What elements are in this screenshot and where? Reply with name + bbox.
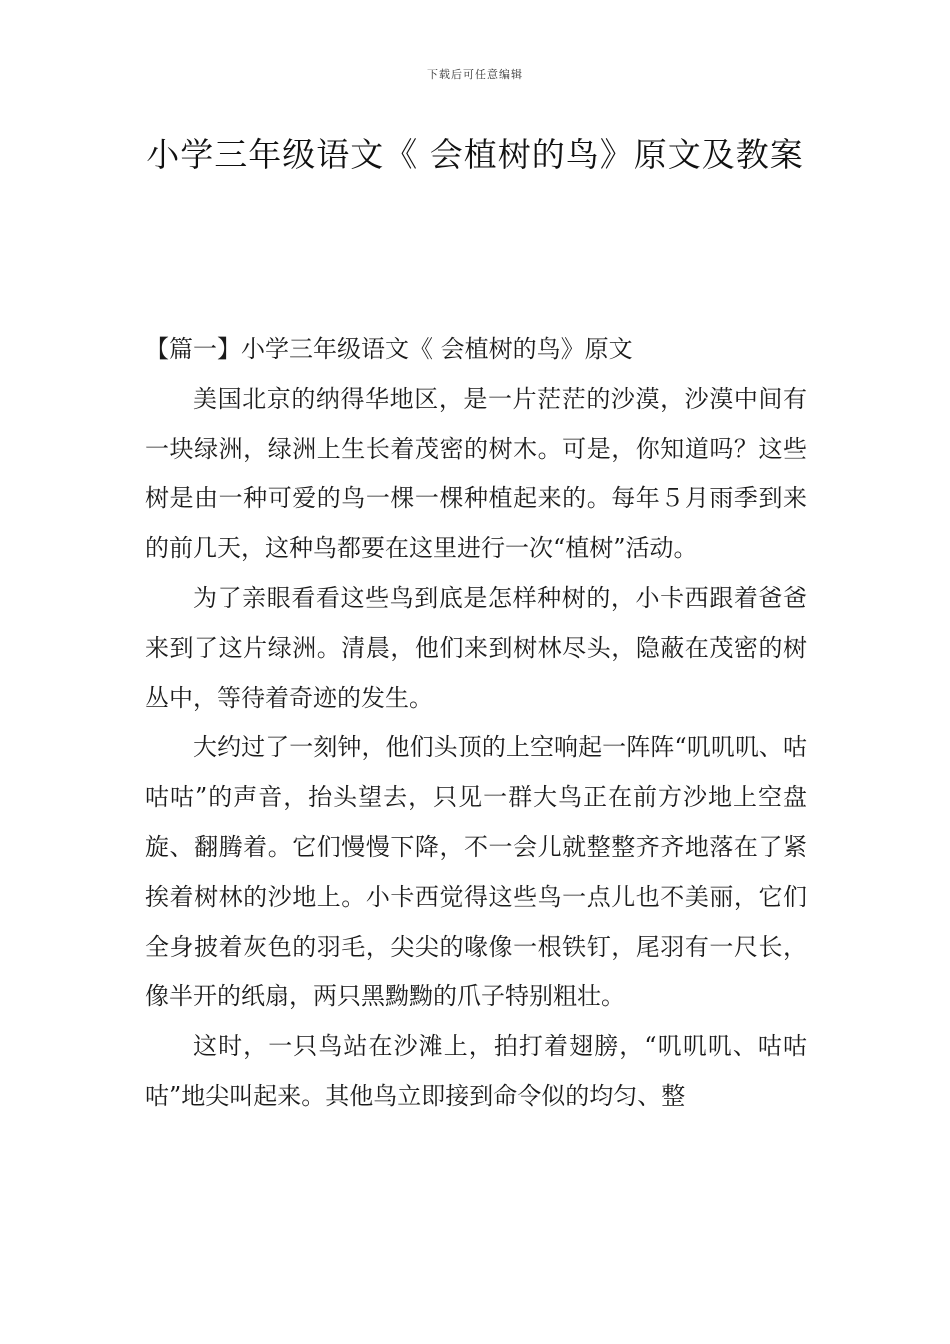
paragraph: 美国北京的纳得华地区，是一片茫茫的沙漠，沙漠中间有一块绿洲，绿洲上生长着茂密的树木。可是，你知道吗？这些树是由一种可爱的鸟一棵一棵种植起来的。每年５月雨季到来的前几天，这种鸟都要在这里进行一次“植树”活动。 [145,384,807,563]
document-title: 小学三年级语文《 会植树的鸟》原文及教案 [146,135,804,174]
paragraph: 大约过了一刻钟，他们头顶的上空响起一阵阵“叽叽叽、咕咕咕”的声音，抬头望去，只见一群大鸟正在前方沙地上空盘旋、翻腾着。它们慢慢下降，不一会儿就整整齐齐地落在了紧挨着树林的沙地上。小卡西觉得这些鸟一点儿也不美丽，它们全身披着灰色的羽毛，尖尖的喙像一根铁钉，尾羽有一尺长，像半开的纸扇，两只黑黝黝的爪子特别粗壮。 [145,733,807,1011]
section-heading: 【篇一】小学三年级语文《 会植树的鸟》原文 [145,335,633,363]
paragraph: 这时，一只鸟站在沙滩上，拍打着翅膀，“叽叽叽、咕咕咕”地尖叫起来。其他鸟立即接到命令似的均匀、整 [145,1032,807,1110]
header-note: 下载后可任意编辑 [427,68,523,81]
document-body [145,325,807,1122]
paragraph: 为了亲眼看看这些鸟到底是怎样种树的，小卡西跟着爸爸来到了这片绿洲。清晨，他们来到树林尽头，隐蔽在茂密的树丛中，等待着奇迹的发生。 [145,583,807,712]
